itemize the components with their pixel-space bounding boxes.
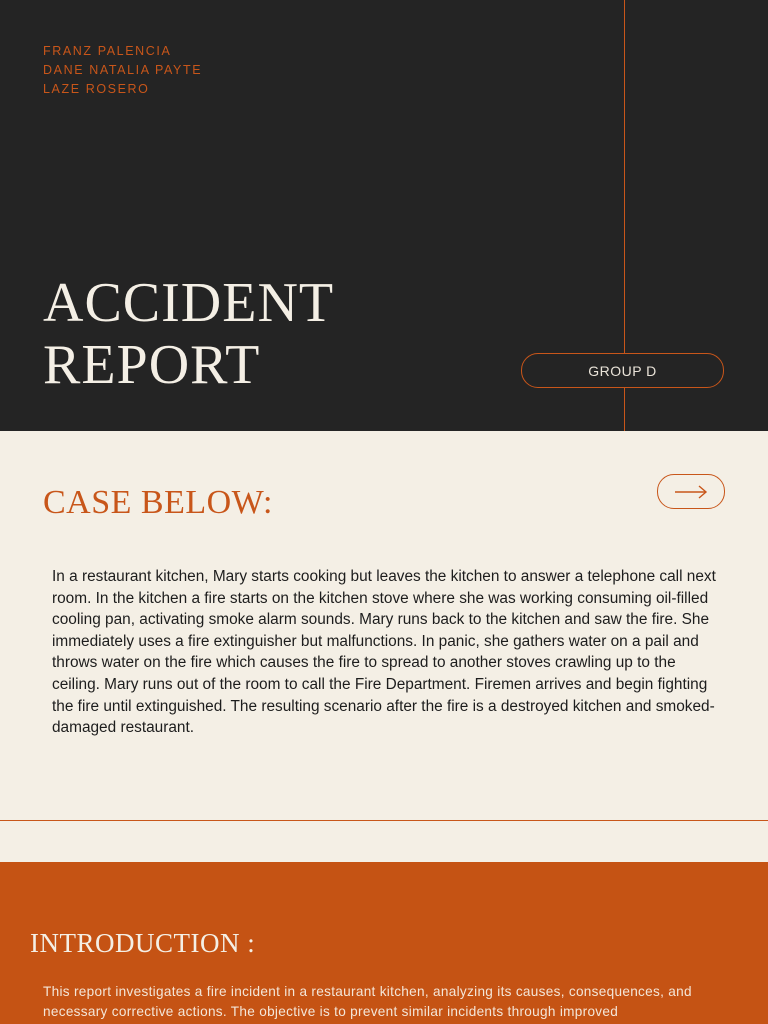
author-list bbox=[43, 42, 202, 99]
section-divider bbox=[0, 820, 768, 821]
author-name: FRANZ PALENCIA bbox=[43, 44, 172, 58]
report-title-line: REPORT bbox=[43, 334, 261, 396]
author-name: DANE NATALIA PAYTE bbox=[43, 63, 203, 77]
hero-section bbox=[0, 0, 768, 431]
group-badge bbox=[521, 353, 724, 388]
group-label: GROUP D bbox=[588, 362, 657, 379]
introduction-section bbox=[0, 862, 768, 1024]
report-title-line: ACCIDENT bbox=[43, 272, 335, 334]
introduction-heading: INTRODUCTION : bbox=[30, 928, 256, 958]
author-name: LAZE ROSERO bbox=[43, 82, 150, 96]
next-arrow-button[interactable] bbox=[657, 474, 725, 509]
case-heading: CASE BELOW: bbox=[43, 484, 273, 521]
case-description: In a restaurant kitchen, Mary starts cooking but leaves the kitchen to answer a telephone call next room. In the kitchen a fire starts on the kitchen stove where she was working consuming oil-filled cooling pan, activating smoke alarm sounds. Mary runs back to the kitchen and saw the fire. She immediately uses a fire extinguisher but malfunctions. In panic, she gathers water on a pail and throws water on the fire which causes the fire to spread to another stoves crawling up to the ceiling. Mary runs out of the room to call the Fire Department. Firemen arrives and begin fighting the fire until extinguished. The resulting scenario after the fire is a destroyed kitchen and smoked-damaged restaurant. bbox=[52, 568, 716, 737]
introduction-text: This report investigates a fire incident in a restaurant kitchen, analyzing its causes, consequences, and necessary corrective actions. The objective is to prevent similar incidents through improved bbox=[43, 984, 692, 1019]
arrow-right-icon bbox=[674, 485, 708, 499]
report-title bbox=[43, 272, 334, 396]
